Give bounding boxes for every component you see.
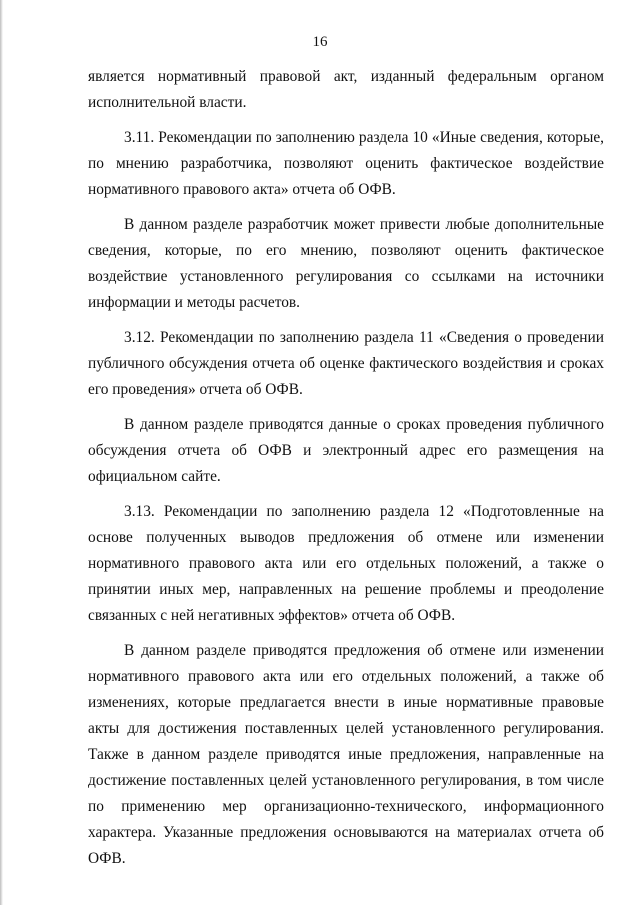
- document-body: [88, 64, 604, 881]
- paragraph-3-12-body: В данном разделе приводятся данные о сроках проведения публичного обсуждения отчета об ОФВ и электронный адрес его размещения на официальном сайте.: [88, 416, 604, 485]
- paragraph-3-11-heading: 3.11. Рекомендации по заполнению раздела 10 «Иные сведения, которые, по мнению разработчика, позволяют оценить фактическое воздействие нормативного правового акта» отчета об ОФВ.: [88, 129, 604, 198]
- paragraph-3-13-body: В данном разделе приводятся предложения об отмене или изменении нормативного правового акта или его отдельных положений, а также об изменениях, которые предлагается внести в иные нормативные правовые акты для достижения поставленных целей установленного регулирования. Также в данном разделе приводятся иные предложения, направленные на достижение поставленных целей установленного регулирования, в том числе по применению мер организационно-технического, информационного характера. Указанные предложения основываются на материалах отчета об ОФВ.: [88, 642, 604, 867]
- paragraph-3-12-heading: 3.12. Рекомендации по заполнению раздела 11 «Сведения о проведении публичного обсуждения отчета об оценке фактического воздействия и сроках его проведения» отчета об ОФВ.: [88, 329, 604, 398]
- paragraph-3-13-heading: 3.13. Рекомендации по заполнению раздела 12 «Подготовленные на основе полученных выводов предложения об отмене или изменении нормативного правового акта или его отдельных положений, а также о принятии иных мер, направленных на решение проблемы и преодоление связанных с ней негативных эффектов» отчета об ОФВ.: [88, 503, 604, 624]
- paragraph-3-11-body: В данном разделе разработчик может привести любые дополнительные сведения, которые, по его мнению, позволяют оценить фактическое воздействие установленного регулирования со ссылками на источники информации и методы расчетов.: [88, 216, 604, 311]
- scan-edge: [0, 0, 3, 905]
- page-number: 16: [312, 34, 328, 50]
- paragraph-continuation: является нормативный правовой акт, изданный федеральным органом исполнительной власти.: [88, 68, 604, 111]
